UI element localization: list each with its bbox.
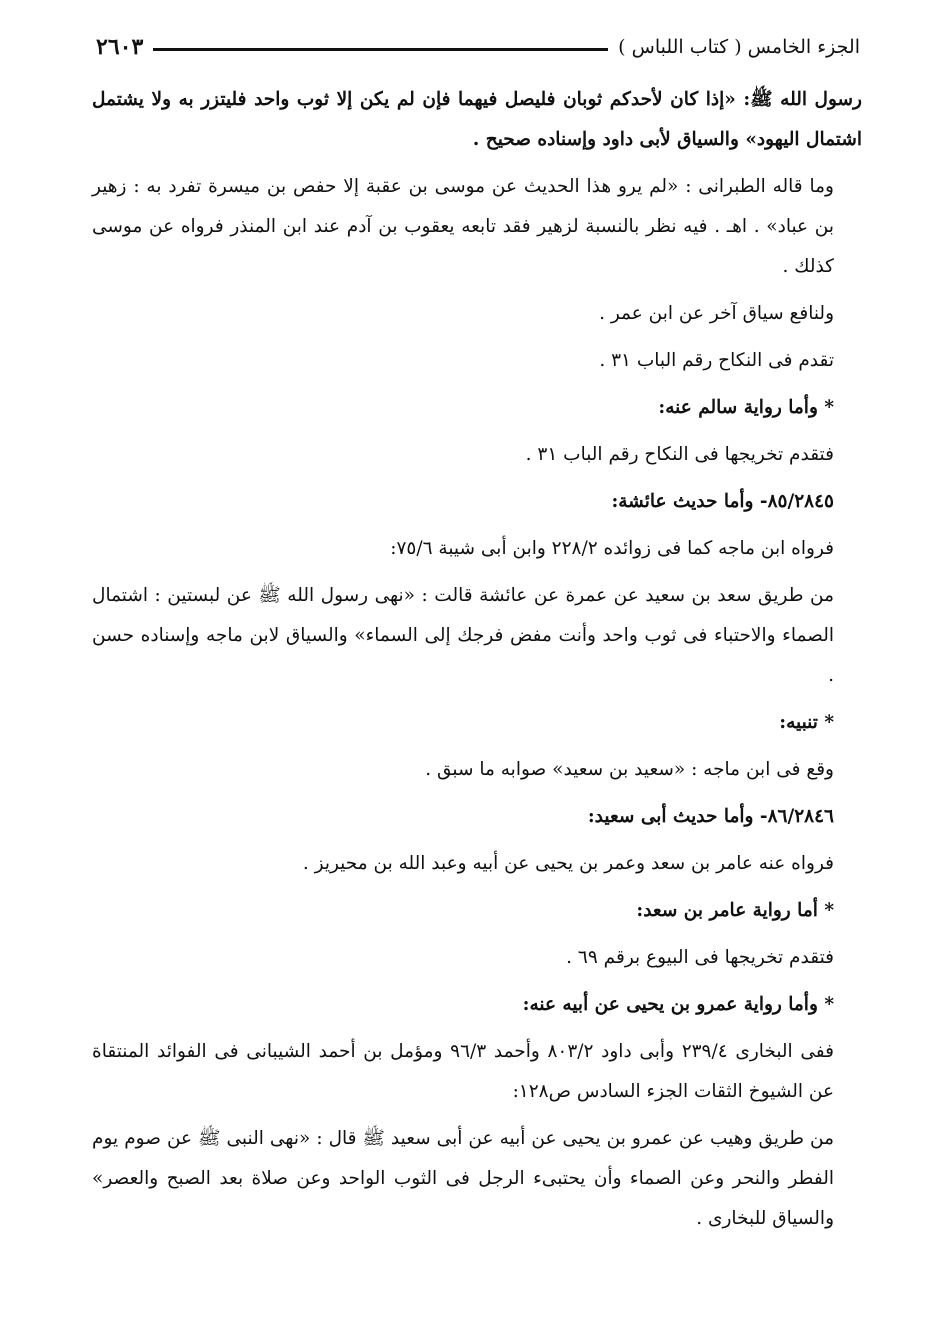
paragraph: رسول الله ﷺ: «إذا كان لأحدكم ثوبان فليصل فيهما فإن لم يكن إلا ثوب واحد فليتزر به ولا يشتمل اشتمال اليهود» والسياق لأبى داود وإسناده صحيح . (92, 89, 862, 150)
paragraph: من طريق سعد بن سعيد عن عمرة عن عائشة قالت : «نهى رسول الله ﷺ عن لبستين : اشتمال الصماء والاحتباء فى ثوب واحد وأنت مفض فرجك إلى السماء» والسياق لابن ماجه وإسناده حسن . (92, 585, 834, 686)
header-title: الجزء الخامس ( كتاب اللباس ) (618, 36, 860, 58)
page-body (92, 80, 862, 1246)
paragraph: من طريق وهيب عن عمرو بن يحيى عن أبيه عن أبى سعيد ﷺ قال : «نهى النبى ﷺ عن صوم يوم الفطر والنحر وعن الصماء وأن يحتبىء الرجل فى الثوب الواحد وعن صلاة بعد الصبح والعصر» والسياق للبخارى . (92, 1128, 834, 1229)
paragraph: فرواه ابن ماجه كما فى زوائده ٢٢٨/٢ وابن أبى شيبة ٧٥/٦: (390, 538, 834, 559)
paragraph: وما قاله الطبرانى : «لم يرو هذا الحديث عن موسى بن عقبة إلا حفص بن ميسرة تفرد به : زهير بن عباد» . اهـ . فيه نظر بالنسبة لزهير فقد تابعه يعقوب بن آدم عند ابن المنذر فرواه عن موسى كذلك . (92, 176, 834, 277)
header-rule (153, 48, 608, 51)
running-header (96, 30, 860, 64)
paragraph: تقدم فى النكاح رقم الباب ٣١ . (599, 350, 834, 371)
paragraph: ولنافع سياق آخر عن ابن عمر . (599, 303, 834, 324)
paragraph: فتقدم تخريجها فى النكاح رقم الباب ٣١ . (525, 444, 834, 465)
section-heading: * وأما رواية سالم عنه: (658, 397, 834, 418)
paragraph: ففى البخارى ٢٣٩/٤ وأبى داود ٨٠٣/٢ وأحمد ٩٦/٣ ومؤمل بن أحمد الشيبانى فى الفوائد المنتقاة عن الشيوخ الثقات الجزء السادس ص١٢٨: (92, 1041, 834, 1102)
section-heading: * تنبيه: (779, 712, 834, 733)
page-number: ٢٦٠٣ (96, 34, 144, 60)
section-heading: ٨٦/٢٨٤٦- وأما حديث أبى سعيد: (587, 806, 834, 827)
paragraph: وقع فى ابن ماجه : «سعيد بن سعيد» صوابه ما سبق . (425, 759, 834, 780)
paragraph: فتقدم تخريجها فى البيوع برقم ٦٩ . (566, 947, 834, 968)
paragraph: فرواه عنه عامر بن سعد وعمر بن يحيى عن أبيه وعبد الله بن محيريز . (302, 853, 834, 874)
section-heading: * وأما رواية عمرو بن يحيى عن أبيه عنه: (522, 994, 834, 1015)
section-heading: ٨٥/٢٨٤٥- وأما حديث عائشة: (611, 491, 834, 512)
section-heading: * أما رواية عامر بن سعد: (636, 900, 834, 921)
